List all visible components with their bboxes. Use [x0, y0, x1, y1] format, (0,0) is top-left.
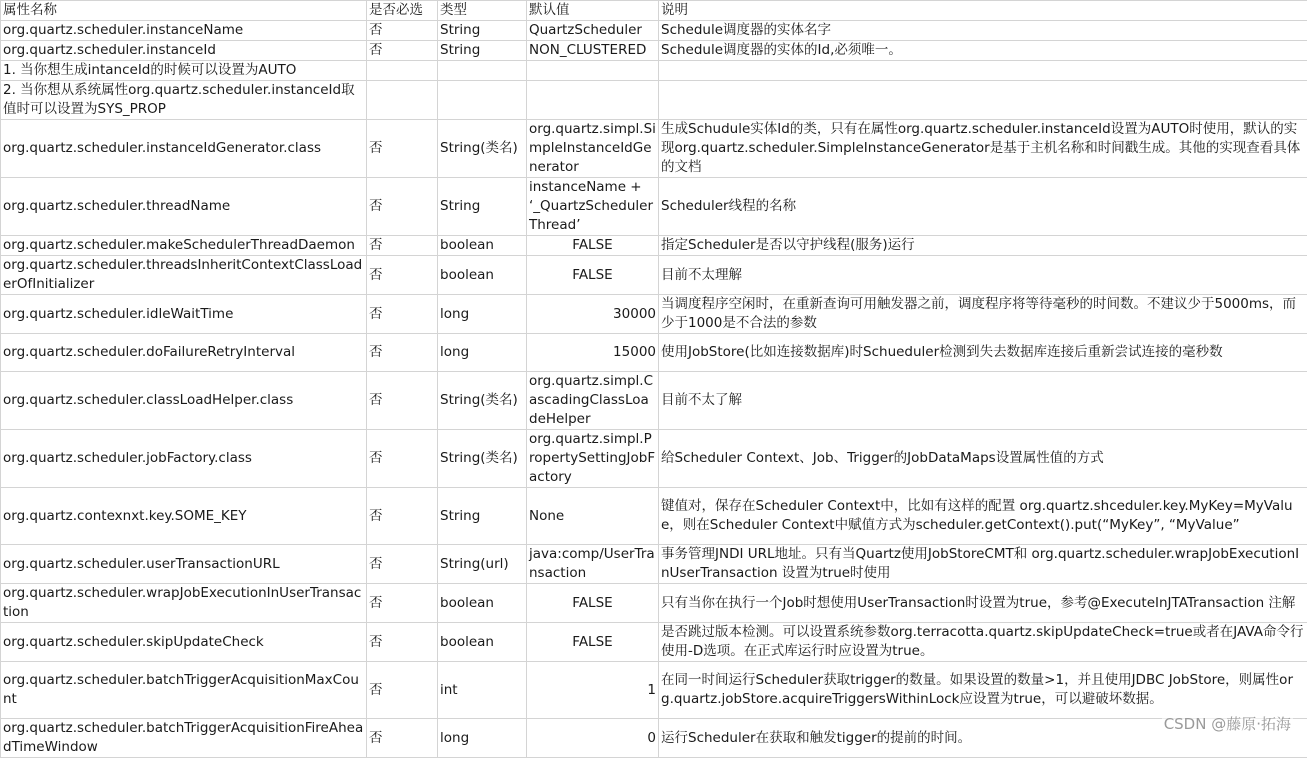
- table-cell: 给Scheduler Context、Job、Trigger的JobDataMaps设置属性值的方式: [659, 430, 1307, 488]
- table-cell: org.quartz.scheduler.instanceName: [1, 21, 367, 41]
- table-cell: 目前不太理解: [659, 256, 1307, 295]
- table-row: [1, 334, 1307, 372]
- table-cell: 键值对，保存在Scheduler Context中，比如有这样的配置 org.quartz.shceduler.key.MyKey=MyValue，则在Scheduler Context中赋值方式为scheduler.getContext().put(“MyKey”, “MyValue”: [659, 488, 1307, 545]
- table-cell: Schedule调度器的实体的Id,必须唯一。: [659, 41, 1307, 61]
- table-cell: 1: [527, 662, 659, 719]
- table-cell: long: [438, 719, 527, 758]
- table-cell: Schedule调度器的实体名字: [659, 21, 1307, 41]
- table-cell: 否: [367, 623, 438, 662]
- table-row: [1, 295, 1307, 334]
- table-cell: 否: [367, 584, 438, 623]
- header-cell: 默认值: [527, 1, 659, 21]
- table-cell: boolean: [438, 256, 527, 295]
- table-cell: boolean: [438, 623, 527, 662]
- table-cell: 否: [367, 41, 438, 61]
- table-cell: 否: [367, 488, 438, 545]
- csdn-watermark: CSDN @藤原·拓海: [1162, 713, 1293, 734]
- table-cell: org.quartz.scheduler.threadsInheritContextClassLoaderOfInitializer: [1, 256, 367, 295]
- table-row: [1, 372, 1307, 430]
- table-cell: [438, 81, 527, 120]
- table-cell: org.quartz.simpl.PropertySettingJobFactory: [527, 430, 659, 488]
- table-cell: QuartzScheduler: [527, 21, 659, 41]
- table-cell: java:comp/UserTransaction: [527, 545, 659, 584]
- table-cell: FALSE: [527, 584, 659, 623]
- table-cell: org.quartz.contexnxt.key.SOME_KEY: [1, 488, 367, 545]
- table-cell: org.quartz.scheduler.threadName: [1, 178, 367, 236]
- table-cell: 否: [367, 21, 438, 41]
- table-cell: 否: [367, 719, 438, 758]
- table-cell: org.quartz.scheduler.instanceIdGenerator.class: [1, 120, 367, 178]
- table-row: [1, 178, 1307, 236]
- header-cell: 属性名称: [1, 1, 367, 21]
- table-cell: org.quartz.simpl.CascadingClassLoadeHelper: [527, 372, 659, 430]
- table-cell: 是否跳过版本检测。可以设置系统参数org.terracotta.quartz.skipUpdateCheck=true或者在JAVA命令行使用-D选项。在正式库运行时应设置为true。: [659, 623, 1307, 662]
- table-cell: org.quartz.scheduler.skipUpdateCheck: [1, 623, 367, 662]
- table-cell: 0: [527, 719, 659, 758]
- table-row: [1, 81, 1307, 120]
- table-cell: [659, 81, 1307, 120]
- table-cell: FALSE: [527, 236, 659, 256]
- table-cell: 否: [367, 372, 438, 430]
- table-cell: 否: [367, 295, 438, 334]
- table-cell: String(类名): [438, 120, 527, 178]
- table-cell: String: [438, 178, 527, 236]
- table-cell: org.quartz.scheduler.doFailureRetryInterval: [1, 334, 367, 372]
- table-cell: 事务管理JNDI URL地址。只有当Quartz使用JobStoreCMT和 org.quartz.scheduler.wrapJobExecutionInUserTransaction 设置为true时使用: [659, 545, 1307, 584]
- table-row: [1, 584, 1307, 623]
- table-cell: 只有当你在执行一个Job时想使用UserTransaction时设置为true，参考@ExecuteInJTATransaction 注解: [659, 584, 1307, 623]
- table-cell: 否: [367, 256, 438, 295]
- table-cell: org.quartz.scheduler.batchTriggerAcquisitionMaxCount: [1, 662, 367, 719]
- table-cell: boolean: [438, 236, 527, 256]
- table-cell: None: [527, 488, 659, 545]
- table-cell: int: [438, 662, 527, 719]
- table-cell: [367, 81, 438, 120]
- table-cell: org.quartz.scheduler.jobFactory.class: [1, 430, 367, 488]
- table-cell: 否: [367, 662, 438, 719]
- table-cell: [659, 61, 1307, 81]
- table-cell: String(类名): [438, 430, 527, 488]
- table-cell: String: [438, 21, 527, 41]
- table-cell: org.quartz.scheduler.classLoadHelper.class: [1, 372, 367, 430]
- table-cell: 当调度程序空闲时，在重新查询可用触发器之前，调度程序将等待毫秒的时间数。不建议少于5000ms，而少于1000是不合法的参数: [659, 295, 1307, 334]
- table-cell: [367, 61, 438, 81]
- table-cell: NON_CLUSTERED: [527, 41, 659, 61]
- table-cell: Scheduler线程的名称: [659, 178, 1307, 236]
- table-cell: 否: [367, 236, 438, 256]
- table-cell: 在同一时间运行Scheduler获取trigger的数量。如果设置的数量>1，并且使用JDBC JobStore，则属性org.quartz.jobStore.acquireTriggersWithinLock应设置为true，可以避破坏数据。: [659, 662, 1307, 719]
- table-cell: 否: [367, 545, 438, 584]
- table-row: [1, 120, 1307, 178]
- table-row: [1, 256, 1307, 295]
- table-cell: 生成Schudule实体Id的类，只有在属性org.quartz.scheduler.instanceId设置为AUTO时使用，默认的实现org.quartz.scheduler.SimpleInstanceGenerator是基于主机名称和时间戳生成。其他的实现查看具体的文档: [659, 120, 1307, 178]
- table-cell: 运行Scheduler在获取和触发tigger的提前的时间。: [659, 719, 1307, 758]
- table-cell: FALSE: [527, 256, 659, 295]
- table-cell: FALSE: [527, 623, 659, 662]
- table-row: [1, 430, 1307, 488]
- table-row: [1, 21, 1307, 41]
- table-cell: 30000: [527, 295, 659, 334]
- table-cell: 否: [367, 178, 438, 236]
- header-cell: 说明: [659, 1, 1307, 21]
- table-cell: org.quartz.scheduler.userTransactionURL: [1, 545, 367, 584]
- table-cell: [438, 61, 527, 81]
- table-cell: String: [438, 488, 527, 545]
- table-cell: [527, 81, 659, 120]
- table-cell: 目前不太了解: [659, 372, 1307, 430]
- table-row: [1, 61, 1307, 81]
- table-cell: String: [438, 41, 527, 61]
- table-cell: boolean: [438, 584, 527, 623]
- table-cell: org.quartz.scheduler.idleWaitTime: [1, 295, 367, 334]
- table-row: [1, 719, 1307, 758]
- table-cell: long: [438, 334, 527, 372]
- table-row: [1, 488, 1307, 545]
- table-cell: [527, 61, 659, 81]
- table-row: [1, 623, 1307, 662]
- header-cell: 类型: [438, 1, 527, 21]
- table-row: [1, 41, 1307, 61]
- table-cell: instanceName + ‘_QuartzSchedulerThread’: [527, 178, 659, 236]
- table-cell: 否: [367, 334, 438, 372]
- table-row: [1, 545, 1307, 584]
- table-row: [1, 662, 1307, 719]
- header-row: [1, 1, 1307, 21]
- table-cell: 2. 当你想从系统属性org.quartz.scheduler.instanceId取值时可以设置为SYS_PROP: [1, 81, 367, 120]
- table-cell: org.quartz.scheduler.wrapJobExecutionInUserTransaction: [1, 584, 367, 623]
- table-cell: String(url): [438, 545, 527, 584]
- header-cell: 是否必选: [367, 1, 438, 21]
- table-cell: 否: [367, 430, 438, 488]
- table-cell: 否: [367, 120, 438, 178]
- table-cell: org.quartz.simpl.SimpleInstanceIdGenerator: [527, 120, 659, 178]
- table-cell: org.quartz.scheduler.instanceId: [1, 41, 367, 61]
- table-row: [1, 236, 1307, 256]
- table-cell: 指定Scheduler是否以守护线程(服务)运行: [659, 236, 1307, 256]
- table-cell: org.quartz.scheduler.makeSchedulerThreadDaemon: [1, 236, 367, 256]
- table-cell: 1. 当你想生成intanceId的时候可以设置为AUTO: [1, 61, 367, 81]
- table-cell: String(类名): [438, 372, 527, 430]
- table-cell: org.quartz.scheduler.batchTriggerAcquisitionFireAheadTimeWindow: [1, 719, 367, 758]
- table-cell: 15000: [527, 334, 659, 372]
- table-cell: long: [438, 295, 527, 334]
- table-cell: 使用JobStore(比如连接数据库)时Schueduler检测到失去数据库连接后重新尝试连接的毫秒数: [659, 334, 1307, 372]
